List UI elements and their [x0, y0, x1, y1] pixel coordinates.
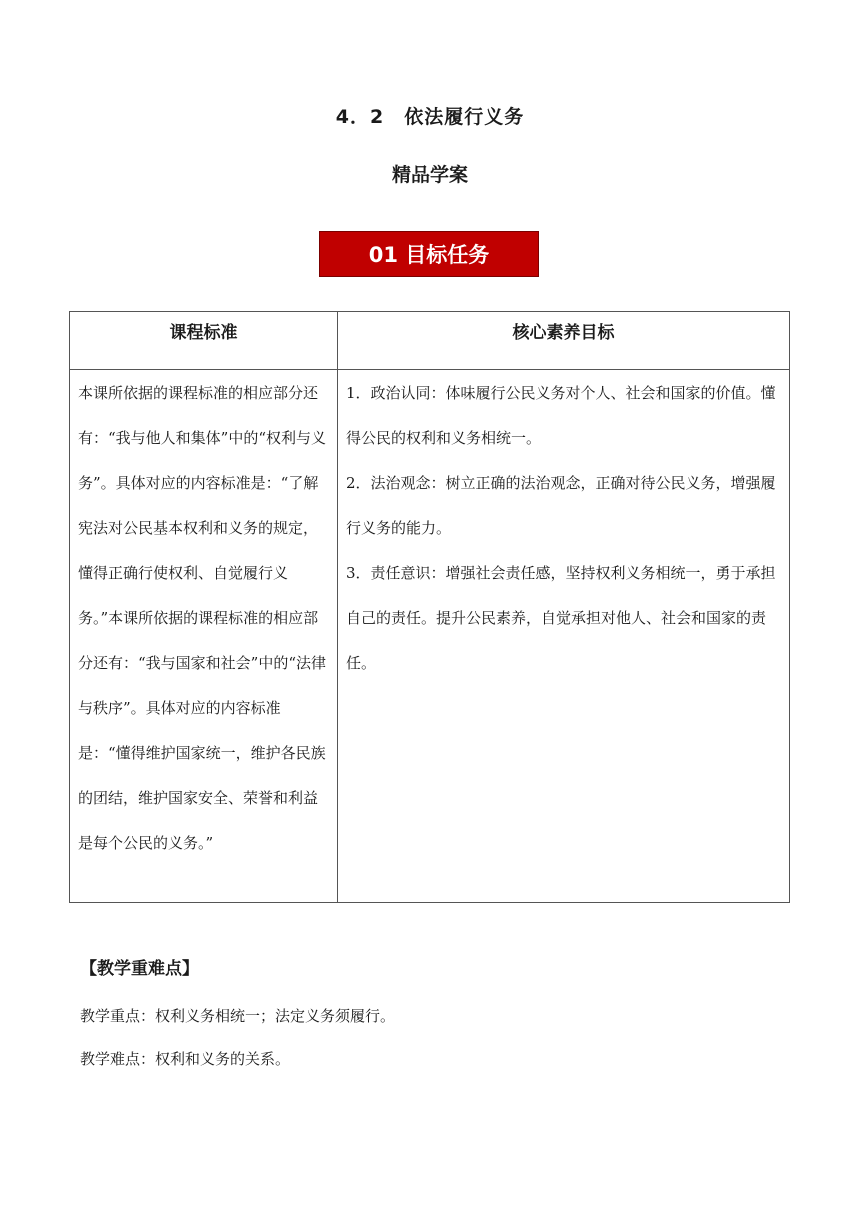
table-header-row — [70, 312, 790, 370]
header-curriculum-standard: 课程标准 — [70, 312, 338, 370]
key-points-heading: 【教学重难点】 — [80, 959, 199, 979]
section-banner-label: 01 目标任务 — [368, 243, 490, 267]
core-goals-cell — [338, 370, 790, 903]
table-row — [70, 370, 790, 903]
curriculum-standard-cell — [70, 370, 338, 903]
goals-table — [69, 311, 790, 903]
header-core-goals: 核心素养目标 — [338, 312, 790, 370]
document-title: 4．2 依法履行义务 — [335, 106, 525, 128]
teaching-difficulty: 教学难点：权利和义务的关系。 — [80, 1050, 291, 1068]
section-banner — [319, 231, 539, 277]
curriculum-standard-text: 本课所依据的课程标准的相应部分还有：“我与他人和集体”中的“权利与义务”。具体对应的内容标准是：“了解宪法对公民基本权利和义务的规定，懂得正确行使权利、自觉履行义务。”本课所依据的课程标准的相应部分还有：“我与国家和社会”中的“法律与秩序”。具体对应的内容标准是：“懂得维护国家统一，维护各民族的团结，维护国家安全、荣誉和利益是每个公民的义务。” — [78, 384, 327, 852]
teaching-focus: 教学重点：权利义务相统一；法定义务须履行。 — [80, 1007, 396, 1025]
core-goal-item: 1．政治认同：体味履行公民义务对个人、社会和国家的价值。懂得公民的权利和义务相统一。 — [346, 384, 776, 447]
core-goal-item: 3．责任意识：增强社会责任感，坚持权利义务相统一，勇于承担自己的责任。提升公民素养，自觉承担对他人、社会和国家的责任。 — [346, 564, 776, 672]
document-subtitle: 精品学案 — [391, 164, 468, 186]
core-goal-item: 2．法治观念：树立正确的法治观念，正确对待公民义务，增强履行义务的能力。 — [346, 474, 776, 537]
